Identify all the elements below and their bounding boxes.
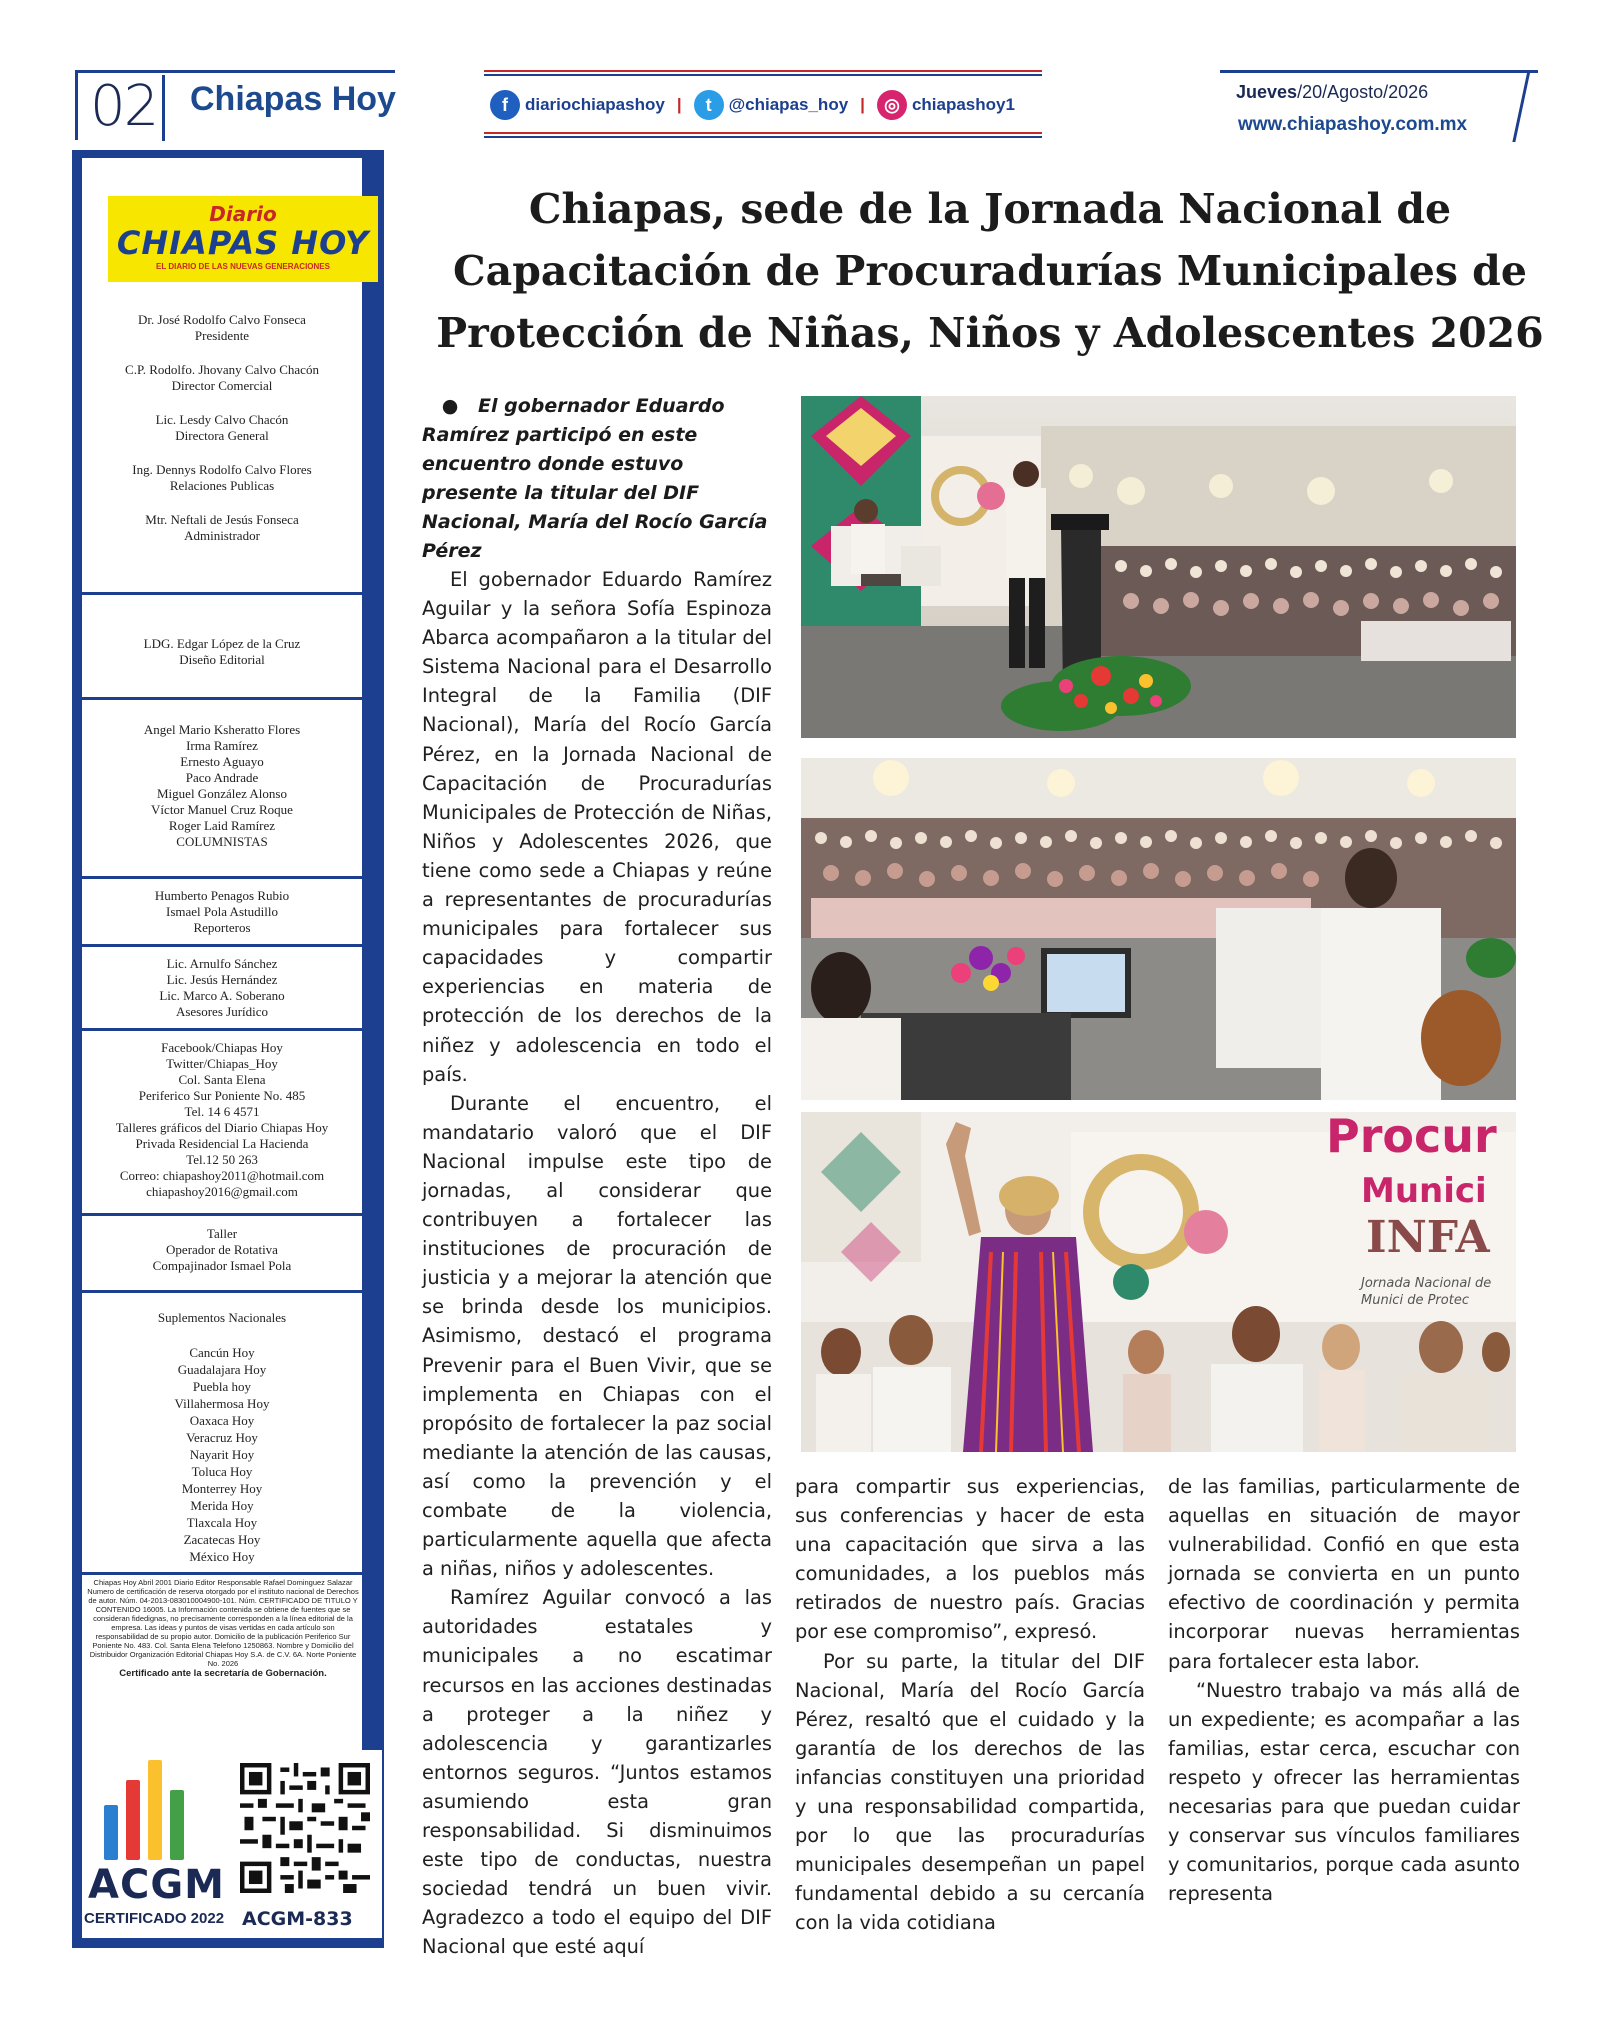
header-rule	[165, 70, 395, 73]
photo-governor-speech	[801, 396, 1516, 738]
social-separator: |	[860, 95, 865, 114]
article-paragraph: El gobernador Eduardo Ramírez Aguilar y la señora Sofía Espinoza Abarca acompañaron a la titular del Sistema Nacional para el Desarrollo Integral de la Familia (DIF Nacional), María del Rocío García Pérez, en la Jornada Nacional de Capacitación de Procuradurías Municipales de Protección de Niñas, Niños y Adolescentes 2026, que tiene como sede a Chiapas y reúne a representantes de procuradurías municipales para fortalecer sus capacidades y compartir experiencias en materia de protección de los derechos de la niñez y adolescencia en todo el país.	[422, 568, 772, 1086]
contact-line: Periferico Sur Poniente No. 485	[138, 1088, 306, 1103]
staff-name: Ing. Dennys Rodolfo Calvo Flores	[132, 462, 312, 477]
logo-name: CHIAPAS HOY	[116, 224, 370, 262]
staff-role: Director Comercial	[171, 378, 273, 393]
page-number-divider	[162, 75, 165, 141]
instagram-icon: ◎	[877, 90, 907, 120]
contact-line: Tel. 14 6 4571	[184, 1104, 260, 1119]
supplement-item: Merida Hoy	[190, 1498, 254, 1513]
supplement-item: Zacatecas Hoy	[183, 1532, 261, 1547]
section-title: Chiapas Hoy	[190, 80, 396, 118]
contact-info	[82, 1040, 362, 1200]
supplement-item: Guadalajara Hoy	[177, 1362, 267, 1377]
facebook-icon: f	[490, 90, 520, 120]
staff-legal-advisors	[82, 956, 362, 1020]
lede-text: El gobernador Eduardo Ramírez participó en este encuentro donde estuvo presente la titular del DIF Nacional, María del Rocío García Pérez	[422, 395, 768, 562]
bullet-icon: ●	[441, 395, 459, 417]
supplements-title: Suplementos Nacionales	[157, 1310, 287, 1325]
staff-role: Relaciones Publicas	[169, 478, 275, 493]
article-paragraph: Durante el encuentro, el mandatario valoró que el DIF Nacional impulse este tipo de jornadas, al considerar que contribuyen a fortalecer las instituciones de procuración de justicia y a mejorar la atención que se brinda desde los municipios. Asimismo, destacó el programa Prevenir para el Buen Vivir, que se implementa en Chiapas con el propósito de fortalecer la paz social mediante la atención de las causas, así como la prevención y el combate de la violencia, particularmente aquella que afecta a niñas, niños y adolescentes.	[422, 1091, 772, 1581]
staff-line: Irma Ramírez	[186, 738, 258, 753]
legal-certification: Certificado ante la secretaría de Gobernación.	[119, 1668, 327, 1679]
article-paragraph: Por su parte, la titular del DIF Nacional, María del Rocío García Pérez, resaltó que el cuidado y la garantía de los derechos de las infancias constituyen una prioridad y una responsabilidad compartida, por lo que las procuradurías municipales desempeñan un papel fundamental debido a su cercanía con la vida cotidiana	[795, 1649, 1145, 1935]
photo-governor-speech-image	[801, 396, 1516, 738]
contact-line: Talleres gráficos del Diario Chiapas Hoy	[115, 1120, 329, 1135]
supplement-item: Puebla hoy	[192, 1379, 252, 1394]
contact-line: Twitter/Chiapas_Hoy	[166, 1056, 278, 1071]
staff-line: Lic. Arnulfo Sánchez	[166, 956, 278, 971]
staff-line: Asesores Jurídico	[175, 1004, 269, 1019]
acgm-name: ACGM	[88, 1862, 225, 1908]
social-links	[490, 90, 1036, 120]
supplement-item: Villahermosa Hoy	[174, 1396, 270, 1411]
staff-reporters	[82, 888, 362, 936]
photo-dif-director-image	[801, 1112, 1516, 1452]
acgm-bar	[104, 1805, 118, 1860]
issue-date	[1236, 82, 1428, 103]
article-paragraph: Ramírez Aguilar convocó a las autoridades estatales y municipales a no escatimar recursos en las acciones destinadas a proteger a la niñez y adolescencia y garantizarles entornos seguros. “Juntos estamos asumiendo esta gran responsabilidad. Si disminuimos este tipo de conductas, nuestra sociedad tendrá un buen vivir. Agradezco a todo el equipo del DIF Nacional que esté aquí	[422, 1586, 772, 1959]
article-column-3	[1168, 1472, 1520, 1908]
contact-line: Col. Santa Elena	[178, 1072, 266, 1087]
legal-notice	[84, 1578, 362, 1678]
page-number: 02	[90, 74, 158, 139]
headline-line: Chiapas, sede de la Jornada Nacional de	[528, 185, 1452, 233]
supplements-list	[82, 1344, 362, 1565]
masthead-divider	[82, 944, 362, 947]
contact-email[interactable]: Correo: chiapashoy2011@hotmail.com	[119, 1168, 325, 1183]
contact-line: Facebook/Chiapas Hoy	[161, 1040, 283, 1055]
photo-audience-image	[801, 758, 1516, 1100]
staff-name: C.P. Rodolfo. Jhovany Calvo Chacón	[125, 362, 319, 377]
staff-role: Administrador	[184, 528, 260, 543]
masthead-divider	[82, 1028, 362, 1031]
staff-design	[82, 636, 362, 668]
supplement-item: Tlaxcala Hoy	[186, 1515, 258, 1530]
banner-caption: Jornada Nacional de	[1361, 1276, 1492, 1291]
supplement-item: Cancún Hoy	[189, 1345, 255, 1360]
logo-diario: Diario	[209, 202, 277, 226]
staff-line: COLUMNISTAS	[176, 834, 268, 849]
banner-word: Munici	[1361, 1171, 1487, 1211]
staff-workshop	[82, 1226, 362, 1274]
banner-word: INFA	[1366, 1212, 1490, 1263]
staff-columnists	[82, 722, 362, 850]
photo-audience	[801, 758, 1516, 1100]
staff-line: Lic. Marco A. Soberano	[159, 988, 285, 1003]
issue-date-rest: /20/Agosto/2026	[1297, 82, 1429, 102]
acgm-certification: CERTIFICADO 2022	[84, 1910, 225, 1927]
supplement-item: México Hoy	[189, 1549, 255, 1564]
banner-word: Procur	[1326, 1112, 1497, 1163]
staff-role: Diseño Editorial	[179, 652, 265, 667]
supplement-item: Veracruz Hoy	[186, 1430, 258, 1445]
twitter-handle[interactable]: @chiapas_hoy	[728, 95, 849, 114]
photo-dif-director	[801, 1112, 1516, 1452]
article-paragraph: “Nuestro trabajo va más allá de un expediente; es acompañar a las familias, estar cerca, escuchar con respeto y ofrecer las herramientas necesarias para que puedan cuidar y conservar sus vínculos familiares y comunitarios, porque cada asunto representa	[1168, 1678, 1520, 1906]
staff-role: Presidente	[194, 328, 250, 343]
masthead-divider	[82, 697, 362, 700]
contact-line: Privada Residencial La Hacienda	[135, 1136, 309, 1151]
staff-name: Lic. Lesdy Calvo Chacón	[155, 412, 289, 427]
acgm-bar	[170, 1790, 184, 1860]
staff-line: Ernesto Aguayo	[180, 754, 264, 769]
contact-email[interactable]: chiapashoy2016@gmail.com	[146, 1184, 298, 1199]
staff-name: LDG. Edgar López de la Cruz	[143, 636, 301, 651]
acgm-bar	[126, 1780, 140, 1860]
staff-line: Ismael Pola Astudillo	[166, 904, 278, 919]
instagram-handle[interactable]: chiapashoy1	[911, 95, 1015, 114]
issue-day: Jueves	[1236, 82, 1298, 102]
article-paragraph: de las familias, particularmente de aquellas en situación de mayor vulnerabilidad. Confió en que esta jornada se convierta en un punto efectivo de coordinación y permita incorporar nuevas herramientas para fortalecer esta labor.	[1168, 1475, 1520, 1673]
newspaper-logo	[108, 196, 378, 282]
staff-line: Taller	[206, 1226, 238, 1241]
masthead-divider	[82, 1572, 362, 1575]
contact-line: Tel.12 50 263	[186, 1152, 258, 1167]
staff-line: Compajinador Ismael Pola	[152, 1258, 292, 1273]
staff-line: Roger Laid Ramírez	[168, 818, 276, 833]
qr-code-label: ACGM-833	[242, 1908, 353, 1930]
banner-caption: Munici de Protec	[1361, 1293, 1469, 1308]
staff-name: Mtr. Neftali de Jesús Fonseca	[145, 512, 299, 527]
supplement-item: Oaxaca Hoy	[189, 1413, 255, 1428]
social-separator: |	[676, 95, 682, 114]
staff-line: Reporteros	[193, 920, 251, 935]
staff-role: Directora General	[175, 428, 269, 443]
staff-line: Angel Mario Ksheratto Flores	[143, 722, 301, 737]
article-paragraph: para compartir sus experiencias, sus conferencias y hacer de esta una capacitación que sirva a las comunidades, a los pueblos más retirados de nuestro país. Gracias por ese compromiso”, expresó.	[795, 1475, 1145, 1644]
qr-code-icon	[240, 1758, 370, 1898]
article-column-2	[795, 1472, 1145, 1938]
acgm-badge	[82, 1750, 382, 1938]
headline-line: Protección de Niñas, Niños y Adolescentes 2026	[436, 309, 1544, 357]
masthead-divider	[82, 876, 362, 879]
masthead-divider	[82, 1213, 362, 1216]
social-bar-bottom-rule	[484, 132, 1042, 138]
logo-tagline: EL DIARIO DE LAS NUEVAS GENERACIONES	[156, 262, 330, 271]
article-lede	[422, 392, 772, 566]
website-link[interactable]: www.chiapashoy.com.mx	[1238, 114, 1468, 135]
article-headline	[410, 178, 1570, 364]
staff-name: Dr. José Rodolfo Calvo Fonseca	[138, 312, 306, 327]
supplement-item: Monterrey Hoy	[181, 1481, 263, 1496]
masthead-divider	[82, 592, 362, 595]
supplement-item: Nayarit Hoy	[189, 1447, 255, 1462]
supplement-item: Toluca Hoy	[191, 1464, 253, 1479]
twitter-icon: t	[694, 90, 724, 120]
staff-line: Víctor Manuel Cruz Roque	[151, 802, 293, 817]
headline-line: Capacitación de Procuradurías Municipales de	[453, 247, 1527, 295]
staff-line: Miguel González Alonso	[157, 786, 287, 801]
social-bar	[484, 70, 1042, 138]
legal-text: Chiapas Hoy Abril 2001 Diario Editor Responsable Rafael Dominguez Salazar Numero de certificación de reserva otorgado por el instituto nacional de Derechos de autor. Núm. 04-2013-083010004900-101. Núm. CERTIFICADO DE TITULO Y CONTENIDO 16005. La Información contenida se obtiene de fuentes que se consideran fidedignas, no precisamente corresponden a la línea editorial de la empresa. Las ideas y puntos de visas vertidas en cada artículo son responsabilidad de su propio autor. Domicilio de la publicación Periferico Sur Poniente No. 483. Col. Santa Elena Telefono 1250863. Nombre y Domicilio del Distribuidor Organización Editorial Chiapas Hoy S.A. de C.V. 6A. Norte Poniente No. 2026	[87, 1578, 359, 1668]
staff-line: Operador de Rotativa	[166, 1242, 278, 1257]
masthead-divider	[82, 1290, 362, 1293]
acgm-bars-logo	[104, 1760, 194, 1860]
staff-directors	[82, 312, 362, 544]
acgm-bar	[148, 1760, 162, 1860]
social-bar-top-rule	[484, 70, 1042, 76]
staff-line: Lic. Jesús Hernández	[166, 972, 278, 987]
facebook-handle[interactable]: diariochiapashoy	[525, 95, 665, 114]
article-column-1	[422, 565, 772, 1962]
staff-line: Paco Andrade	[185, 770, 259, 785]
staff-line: Humberto Penagos Rubio	[154, 888, 290, 903]
